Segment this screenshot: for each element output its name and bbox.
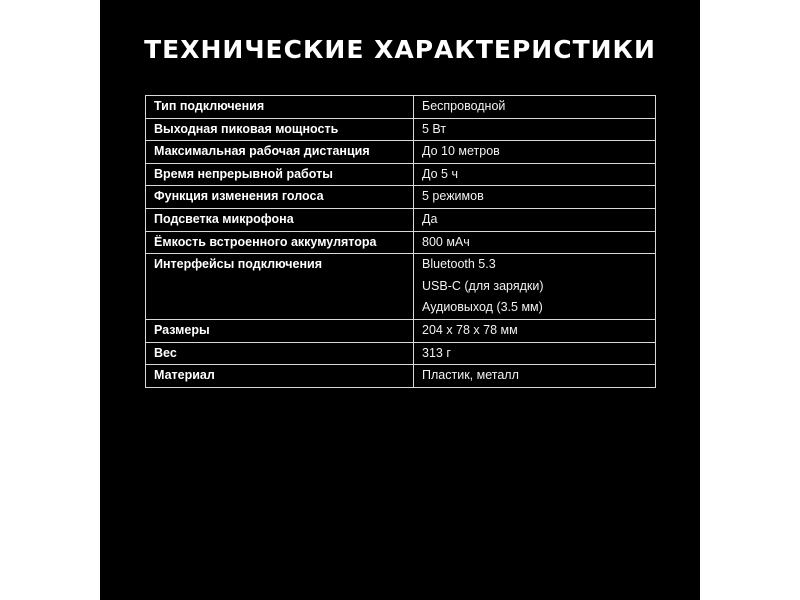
specs-table-body — [146, 96, 656, 388]
spec-row — [146, 186, 656, 209]
spec-value-cell — [414, 186, 656, 209]
spec-row — [146, 208, 656, 231]
spec-value: До 5 ч — [422, 166, 458, 181]
spec-label: Материал — [146, 365, 414, 388]
spec-row — [146, 231, 656, 254]
spec-row — [146, 319, 656, 342]
spec-label: Размеры — [146, 319, 414, 342]
spec-value: 800 мАч — [422, 234, 470, 249]
spec-value-cell — [414, 319, 656, 342]
spec-label: Функция изменения голоса — [146, 186, 414, 209]
spec-row — [146, 254, 656, 320]
spec-row — [146, 163, 656, 186]
spec-value-cell — [414, 96, 656, 119]
spec-label: Подсветка микрофона — [146, 208, 414, 231]
spec-value-cell — [414, 118, 656, 141]
page-title: ТЕХНИЧЕСКИЕ ХАРАКТЕРИСТИКИ — [144, 35, 656, 64]
spec-value: Аудиовыход (3.5 мм) — [422, 300, 543, 315]
specs-panel — [100, 0, 700, 600]
spec-value-cell — [414, 231, 656, 254]
spec-row — [146, 118, 656, 141]
spec-value: 5 Вт — [422, 121, 447, 136]
spec-value: USB-C (для зарядки) — [422, 278, 544, 293]
spec-value: Пластик, металл — [422, 368, 519, 383]
spec-label: Вес — [146, 342, 414, 365]
specs-table — [145, 95, 656, 388]
spec-value: 204 х 78 х 78 мм — [422, 322, 518, 337]
spec-value: Да — [422, 211, 438, 226]
spec-value: Bluetooth 5.3 — [422, 257, 496, 272]
spec-value: 313 г — [422, 345, 451, 360]
spec-row — [146, 96, 656, 119]
spec-row — [146, 141, 656, 164]
spec-value: Беспроводной — [422, 99, 506, 113]
spec-value: 5 режимов — [422, 189, 484, 204]
spec-value-cell — [414, 163, 656, 186]
spec-label: Максимальная рабочая дистанция — [146, 141, 414, 164]
spec-value-cell — [414, 342, 656, 365]
spec-value-cell — [414, 141, 656, 164]
spec-label: Время непрерывной работы — [146, 163, 414, 186]
spec-row — [146, 342, 656, 365]
spec-value-cell — [414, 365, 656, 388]
spec-row — [146, 365, 656, 388]
spec-label: Выходная пиковая мощность — [146, 118, 414, 141]
spec-value: До 10 метров — [422, 144, 500, 159]
spec-label: Тип подключения — [146, 96, 414, 119]
spec-value-cell — [414, 208, 656, 231]
spec-label: Интерфейсы подключения — [146, 254, 414, 320]
spec-value-cell — [414, 254, 656, 320]
spec-label: Ёмкость встроенного аккумулятора — [146, 231, 414, 254]
